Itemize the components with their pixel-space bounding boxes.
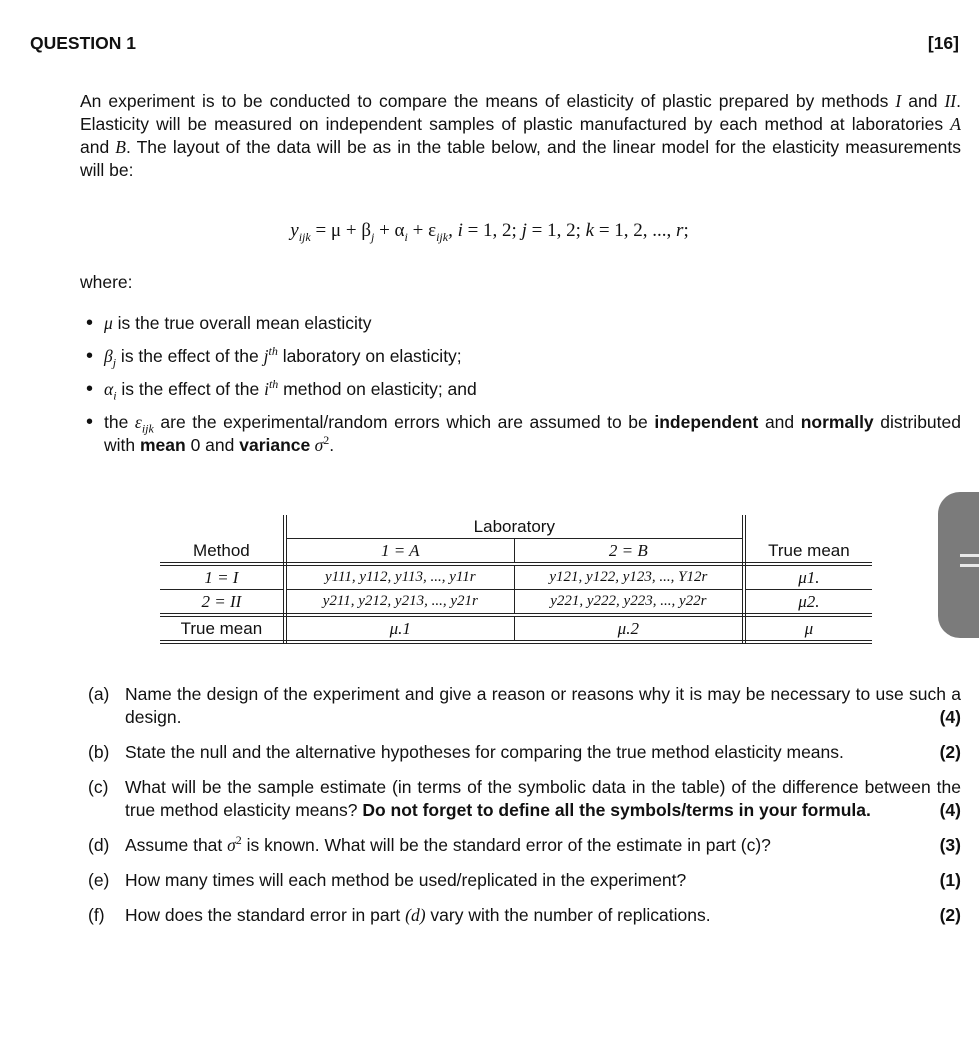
eq-beta-sub: j [371,229,375,244]
bold-independent: independent [654,412,759,432]
eq-j: j [521,220,527,241]
list-item [88,741,961,764]
part-c-label: (c) [88,777,109,797]
row-2-mean: μ2. [744,590,872,616]
row-2-lab-2: y221, y222, y223, ..., y22r [514,590,744,616]
data-layout-table [160,515,872,644]
bullet-3-var: i [264,379,269,399]
side-drawer-handle[interactable] [938,492,979,638]
mu-symbol: μ [104,313,113,333]
method-I-symbol: I [895,91,902,111]
header-true-mean: True mean [744,539,872,565]
intro-text-2: . Elasticity will be measured on independent samples of plastic manufactured by each method at laboratories [80,91,961,134]
bullet-4-text-3: and [758,412,801,432]
footer-overall-mean: μ [744,615,872,642]
part-d-sup: 2 [235,833,242,848]
header-empty-true [744,515,872,539]
eq-y: y [290,220,299,241]
part-b-text: State the null and the alternative hypotheses for comparing the true method elasticity means. [125,742,844,762]
list-item [88,683,961,729]
bullet-4-text-4: distributed with [104,412,961,455]
bullet-3-text-1: is the effect of the [116,379,265,399]
header-lab-1: 1 = A [285,539,515,565]
question-parts-list [88,683,961,939]
bullet-1-text: is the true overall mean elasticity [112,313,372,333]
row-1-method: 1 = I [160,564,285,590]
intro-and-1: and [908,91,938,111]
eq-i: , i [448,220,463,241]
intro-text-3: . The layout of the data will be as in the table below, and the linear model for the elasticity measurements will be: [80,137,961,180]
alpha-sub: i [113,388,117,403]
bullet-4-text-5: 0 and [185,435,240,455]
footer-lab-1-mean: μ.1 [285,615,515,642]
definitions-list [80,312,961,467]
part-a-text: Name the design of the experiment and give a reason or reasons why it is may be necessary to use such a design. [125,684,961,727]
list-item [80,411,961,457]
method-II-symbol: II [944,91,957,111]
sigma-symbol: σ [310,435,324,455]
table-row [160,564,872,590]
epsilon-symbol: ε [134,412,142,432]
table-header-row-2 [160,539,872,565]
list-item [80,312,961,335]
bold-variance: variance [239,435,311,455]
beta-sub: j [112,355,117,370]
bullet-4-text-2: are the experimental/random errors which are assumed to be [153,412,655,432]
row-2-method: 2 = II [160,590,285,616]
eq-y-sub: ijk [298,229,311,244]
row-2-lab-1: y211, y212, y213, ..., y21r [285,590,515,616]
eq-k-vals: = 1, 2, ..., [594,220,677,241]
eq-k: k [585,220,595,241]
bullet-4-text-1: the [104,412,135,432]
row-1-lab-2: y121, y122, y123, ..., Y12r [514,564,744,590]
epsilon-sub: ijk [141,421,154,436]
header-method: Method [160,539,285,565]
bullet-3-sup: th [268,377,279,392]
eq-alpha: + α [374,220,405,241]
part-c-text: What will be the sample estimate (in terms of the symbolic data in the table) of the difference between the true method elasticity means? [125,777,961,820]
part-e-marks: (1) [939,870,961,890]
intro-text-1: An experiment is to be conducted to compare the means of elasticity of plastic prepared by methods [80,91,889,111]
header-laboratory: Laboratory [285,515,744,539]
part-e-text: How many times will each method be used/replicated in the experiment? [125,870,687,890]
list-item [80,345,961,368]
part-b-marks: (2) [939,742,961,762]
part-f-text-1: How does the standard error in part [125,905,406,925]
part-f-var: (d) [405,905,426,925]
part-a-marks: (4) [939,707,961,727]
footer-lab-2-mean: μ.2 [514,615,744,642]
lab-B-symbol: B [115,137,126,157]
intro-paragraph [80,90,961,182]
list-item [80,378,961,401]
eq-r: r [676,220,684,241]
part-a-label: (a) [88,684,110,704]
question-title: QUESTION 1 [30,33,136,53]
part-c-bold: Do not forget to define all the symbols/terms in your formula. [362,800,871,820]
part-f-text-2: vary with the number of replications. [425,905,711,925]
table-footer-row [160,615,872,642]
intro-and-2: and [80,137,110,157]
eq-epsilon: + ε [407,220,437,241]
eq-alpha-sub: i [404,229,408,244]
data-layout-table-wrapper [160,515,872,644]
part-f-marks: (2) [939,905,961,925]
bullet-2-text-1: is the effect of the [116,346,264,366]
bold-mean: mean [139,435,186,455]
part-c-marks: (4) [939,800,961,820]
eq-mu-beta: = μ + β [310,220,371,241]
part-e-label: (e) [88,870,110,890]
header-empty-method [160,515,285,539]
bullet-2-text-2: laboratory on elasticity; [277,346,462,366]
row-1-mean: μ1. [744,564,872,590]
eq-end: ; [683,220,689,241]
sigma-sup: 2 [323,433,330,448]
part-d-label: (d) [88,835,110,855]
table-header-row-1 [160,515,872,539]
bullet-4-end: . [329,435,335,455]
eq-j-vals: = 1, 2; [526,220,586,241]
header-lab-2: 2 = B [514,539,744,565]
part-d-marks: (3) [939,835,961,855]
footer-label: True mean [160,615,285,642]
beta-symbol: β [104,346,113,366]
linear-model-equation [0,219,979,242]
part-f-label: (f) [88,905,105,925]
alpha-symbol: α [104,379,114,399]
list-item [88,869,961,892]
list-item [88,776,961,822]
part-d-text-2: is known. What will be the standard error of the estimate in part (c)? [241,835,771,855]
eq-epsilon-sub: ijk [436,229,449,244]
bullet-2-var: j [263,346,269,366]
eq-i-vals: = 1, 2; [462,220,522,241]
part-d-text-1: Assume that [125,835,228,855]
part-b-label: (b) [88,742,110,762]
part-d-sigma: σ [227,835,236,855]
question-total-marks: [16] [927,33,959,53]
bullet-2-sup: th [268,344,278,359]
lab-A-symbol: A [950,114,961,134]
table-row [160,590,872,616]
bullet-3-text-2: method on elasticity; and [278,379,477,399]
where-label: where: [80,272,133,292]
row-1-lab-1: y111, y112, y113, ..., y11r [285,564,515,590]
bold-normally: normally [800,412,874,432]
list-item [88,904,961,927]
list-item [88,834,961,857]
